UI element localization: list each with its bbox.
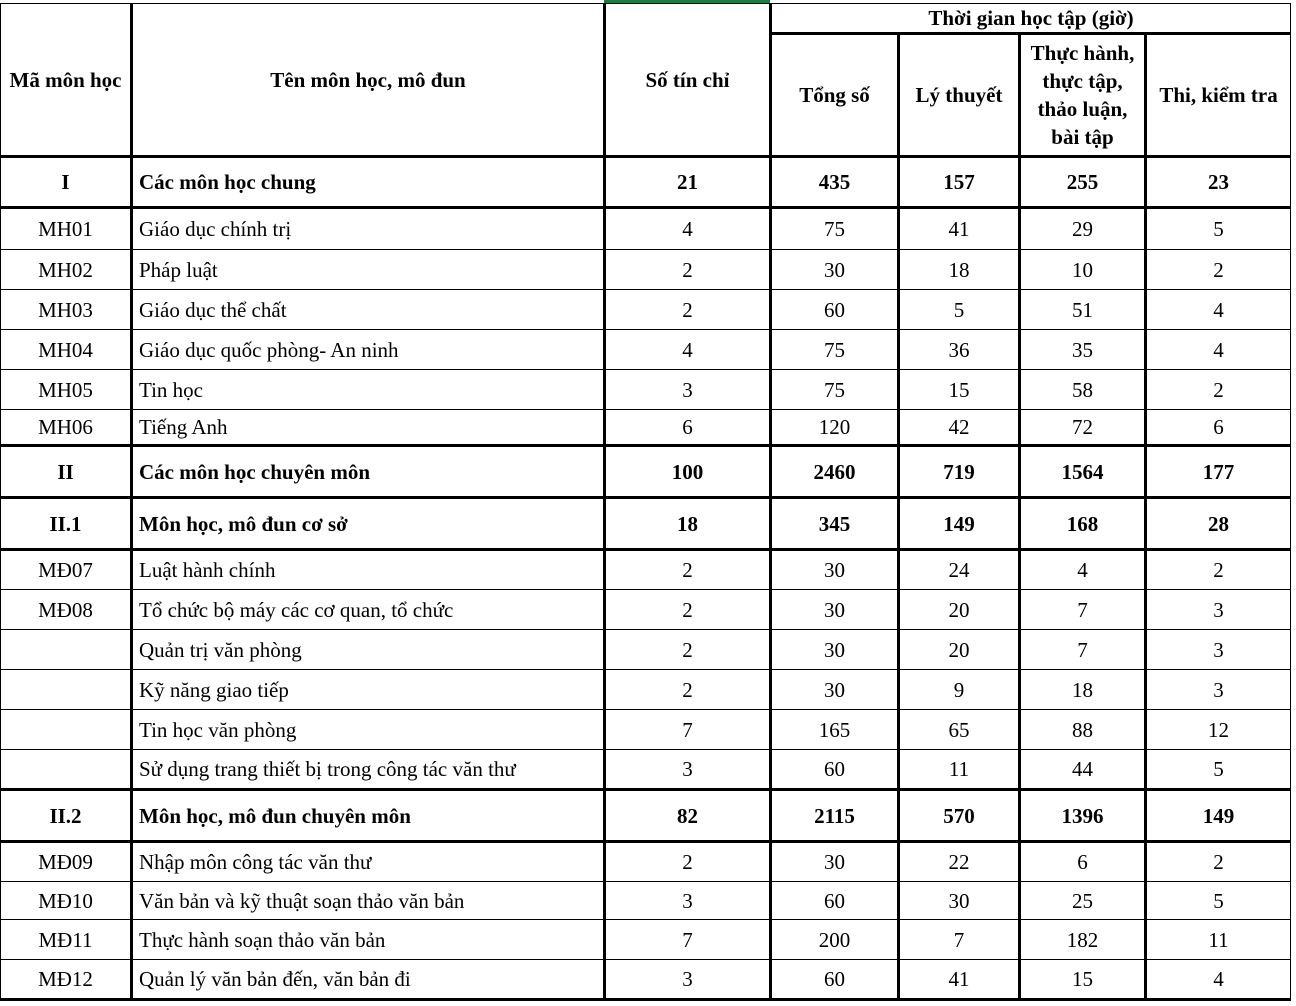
cell-credits[interactable]: 3: [605, 960, 771, 1000]
cell-theory[interactable]: 30: [899, 882, 1020, 920]
cell-exam[interactable]: 3: [1146, 630, 1291, 670]
cell-theory[interactable]: 20: [899, 590, 1020, 630]
cell-name[interactable]: Các môn học chung: [132, 157, 605, 208]
cell-code[interactable]: [1, 630, 132, 670]
cell-name[interactable]: Quản lý văn bản đến, văn bản đi: [132, 960, 605, 1000]
cell-exam[interactable]: 4: [1146, 290, 1291, 330]
cell-total[interactable]: 30: [771, 550, 899, 590]
cell-practice[interactable]: 7: [1020, 590, 1146, 630]
cell-name[interactable]: Giáo dục quốc phòng- An ninh: [132, 330, 605, 370]
cell-code[interactable]: MH01: [1, 208, 132, 250]
cell-exam[interactable]: 2: [1146, 550, 1291, 590]
cell-code[interactable]: II.1: [1, 498, 132, 550]
cell-credits[interactable]: 100: [605, 446, 771, 498]
header-thi-kiem-tra[interactable]: Thi, kiểm tra: [1146, 34, 1291, 157]
cell-exam[interactable]: 4: [1146, 960, 1291, 1000]
cell-theory[interactable]: 5: [899, 290, 1020, 330]
cell-name[interactable]: Kỹ năng giao tiếp: [132, 670, 605, 710]
cell-theory[interactable]: 18: [899, 250, 1020, 290]
cell-exam[interactable]: 2: [1146, 842, 1291, 882]
cell-practice[interactable]: 255: [1020, 157, 1146, 208]
cell-name[interactable]: Tin học: [132, 370, 605, 410]
cell-practice[interactable]: 44: [1020, 750, 1146, 790]
cell-credits[interactable]: 4: [605, 208, 771, 250]
cell-code[interactable]: MĐ12: [1, 960, 132, 1000]
cell-practice[interactable]: 88: [1020, 710, 1146, 750]
cell-practice[interactable]: 168: [1020, 498, 1146, 550]
cell-name[interactable]: Pháp luật: [132, 250, 605, 290]
cell-code[interactable]: I: [1, 157, 132, 208]
cell-code[interactable]: [1, 670, 132, 710]
cell-total[interactable]: 120: [771, 410, 899, 446]
cell-code[interactable]: MĐ11: [1, 920, 132, 960]
cell-code[interactable]: MH02: [1, 250, 132, 290]
cell-practice[interactable]: 1396: [1020, 790, 1146, 842]
cell-name[interactable]: Tiếng Anh: [132, 410, 605, 446]
cell-theory[interactable]: 20: [899, 630, 1020, 670]
cell-practice[interactable]: 182: [1020, 920, 1146, 960]
cell-name[interactable]: Thực hành soạn thảo văn bản: [132, 920, 605, 960]
cell-practice[interactable]: 51: [1020, 290, 1146, 330]
cell-total[interactable]: 2115: [771, 790, 899, 842]
cell-credits[interactable]: 3: [605, 882, 771, 920]
cell-name[interactable]: Giáo dục chính trị: [132, 208, 605, 250]
cell-exam[interactable]: 11: [1146, 920, 1291, 960]
cell-total[interactable]: 60: [771, 882, 899, 920]
cell-theory[interactable]: 157: [899, 157, 1020, 208]
cell-practice[interactable]: 72: [1020, 410, 1146, 446]
cell-exam[interactable]: 12: [1146, 710, 1291, 750]
cell-credits[interactable]: 2: [605, 290, 771, 330]
cell-name[interactable]: Quản trị văn phòng: [132, 630, 605, 670]
cell-code[interactable]: MĐ09: [1, 842, 132, 882]
cell-credits[interactable]: 2: [605, 670, 771, 710]
cell-name[interactable]: Tổ chức bộ máy các cơ quan, tổ chức: [132, 590, 605, 630]
cell-exam[interactable]: 3: [1146, 670, 1291, 710]
cell-total[interactable]: 30: [771, 250, 899, 290]
cell-theory[interactable]: 15: [899, 370, 1020, 410]
cell-credits[interactable]: 3: [605, 750, 771, 790]
header-thuc-hanh-line1: Thực hành,: [1030, 41, 1135, 65]
cell-code[interactable]: [1, 710, 132, 750]
cell-credits[interactable]: 2: [605, 550, 771, 590]
cell-code[interactable]: MĐ10: [1, 882, 132, 920]
cell-code[interactable]: II.2: [1, 790, 132, 842]
cell-theory[interactable]: 41: [899, 960, 1020, 1000]
cell-credits[interactable]: 3: [605, 370, 771, 410]
cell-exam[interactable]: 28: [1146, 498, 1291, 550]
cell-exam[interactable]: 2: [1146, 370, 1291, 410]
cell-total[interactable]: 60: [771, 290, 899, 330]
curriculum-table: [0, 3, 1291, 1001]
cell-total[interactable]: 435: [771, 157, 899, 208]
cell-credits[interactable]: 4: [605, 330, 771, 370]
cell-total[interactable]: 30: [771, 590, 899, 630]
cell-total[interactable]: 2460: [771, 446, 899, 498]
cell-theory[interactable]: 24: [899, 550, 1020, 590]
cell-code[interactable]: MH04: [1, 330, 132, 370]
header-ten-mon-hoc[interactable]: Tên môn học, mô đun: [132, 4, 605, 157]
cell-name[interactable]: Sử dụng trang thiết bị trong công tác văn thư: [132, 750, 605, 790]
table-body: [1, 157, 1291, 1000]
cell-theory[interactable]: 41: [899, 208, 1020, 250]
table-header: [1, 4, 1291, 157]
cell-credits[interactable]: 6: [605, 410, 771, 446]
cell-exam[interactable]: 4: [1146, 330, 1291, 370]
cell-theory[interactable]: 719: [899, 446, 1020, 498]
cell-theory[interactable]: 36: [899, 330, 1020, 370]
header-thuc-hanh-line4: bài tập: [1051, 125, 1114, 149]
cell-theory[interactable]: 570: [899, 790, 1020, 842]
header-ma-mon-hoc[interactable]: Mã môn học: [1, 4, 132, 157]
cell-theory[interactable]: 7: [899, 920, 1020, 960]
cell-name[interactable]: Các môn học chuyên môn: [132, 446, 605, 498]
cell-code[interactable]: MH03: [1, 290, 132, 330]
cell-practice[interactable]: 7: [1020, 630, 1146, 670]
cell-code[interactable]: II: [1, 446, 132, 498]
cell-practice[interactable]: 29: [1020, 208, 1146, 250]
header-thuc-hanh-line2: thực tập,: [1042, 69, 1123, 93]
cell-credits[interactable]: 2: [605, 842, 771, 882]
cell-practice[interactable]: 10: [1020, 250, 1146, 290]
cell-total[interactable]: 75: [771, 370, 899, 410]
cell-exam[interactable]: 2: [1146, 250, 1291, 290]
cell-exam[interactable]: 5: [1146, 882, 1291, 920]
cell-practice[interactable]: 6: [1020, 842, 1146, 882]
cell-name[interactable]: Giáo dục thể chất: [132, 290, 605, 330]
cell-theory[interactable]: 9: [899, 670, 1020, 710]
cell-credits[interactable]: 2: [605, 630, 771, 670]
cell-total[interactable]: 30: [771, 630, 899, 670]
cell-exam[interactable]: 177: [1146, 446, 1291, 498]
cell-credits[interactable]: 2: [605, 590, 771, 630]
cell-theory[interactable]: 11: [899, 750, 1020, 790]
cell-exam[interactable]: 5: [1146, 750, 1291, 790]
cell-theory[interactable]: 149: [899, 498, 1020, 550]
header-tong-so[interactable]: Tổng số: [771, 34, 899, 157]
cell-credits[interactable]: 18: [605, 498, 771, 550]
cell-practice[interactable]: 1564: [1020, 446, 1146, 498]
cell-total[interactable]: 165: [771, 710, 899, 750]
cell-exam[interactable]: 5: [1146, 208, 1291, 250]
cell-code[interactable]: MH05: [1, 370, 132, 410]
cell-practice[interactable]: 25: [1020, 882, 1146, 920]
cell-total[interactable]: 75: [771, 208, 899, 250]
cell-total[interactable]: 60: [771, 750, 899, 790]
cell-credits[interactable]: 7: [605, 710, 771, 750]
cell-total[interactable]: 60: [771, 960, 899, 1000]
cell-credits[interactable]: 2: [605, 250, 771, 290]
cell-name[interactable]: Văn bản và kỹ thuật soạn thảo văn bản: [132, 882, 605, 920]
cell-name[interactable]: Luật hành chính: [132, 550, 605, 590]
cell-name[interactable]: Tin học văn phòng: [132, 710, 605, 750]
cell-total[interactable]: 30: [771, 842, 899, 882]
cell-name[interactable]: Nhập môn công tác văn thư: [132, 842, 605, 882]
cell-code[interactable]: MĐ07: [1, 550, 132, 590]
cell-total[interactable]: 30: [771, 670, 899, 710]
cell-practice[interactable]: 18: [1020, 670, 1146, 710]
cell-credits[interactable]: 82: [605, 790, 771, 842]
cell-exam[interactable]: 23: [1146, 157, 1291, 208]
cell-total[interactable]: 345: [771, 498, 899, 550]
header-so-tin-chi[interactable]: Số tín chỉ: [605, 4, 771, 157]
cell-total[interactable]: 75: [771, 330, 899, 370]
cell-practice[interactable]: 58: [1020, 370, 1146, 410]
header-thuc-hanh-line3: thảo luận,: [1037, 97, 1128, 121]
cell-name[interactable]: Môn học, mô đun cơ sở: [132, 498, 605, 550]
header-thoi-gian[interactable]: Thời gian học tập (giờ): [771, 4, 1291, 34]
cell-code[interactable]: [1, 750, 132, 790]
cell-credits[interactable]: 7: [605, 920, 771, 960]
cell-theory[interactable]: 65: [899, 710, 1020, 750]
cell-practice[interactable]: 4: [1020, 550, 1146, 590]
cell-name[interactable]: Môn học, mô đun chuyên môn: [132, 790, 605, 842]
header-ly-thuyet[interactable]: Lý thuyết: [899, 34, 1020, 157]
header-thuc-hanh[interactable]: [1020, 34, 1146, 157]
cell-total[interactable]: 200: [771, 920, 899, 960]
cell-credits[interactable]: 21: [605, 157, 771, 208]
cell-exam[interactable]: 149: [1146, 790, 1291, 842]
cell-practice[interactable]: 35: [1020, 330, 1146, 370]
cell-theory[interactable]: 42: [899, 410, 1020, 446]
cell-exam[interactable]: 3: [1146, 590, 1291, 630]
cell-code[interactable]: MH06: [1, 410, 132, 446]
cell-practice[interactable]: 15: [1020, 960, 1146, 1000]
cell-exam[interactable]: 6: [1146, 410, 1291, 446]
cell-theory[interactable]: 22: [899, 842, 1020, 882]
cell-code[interactable]: MĐ08: [1, 590, 132, 630]
